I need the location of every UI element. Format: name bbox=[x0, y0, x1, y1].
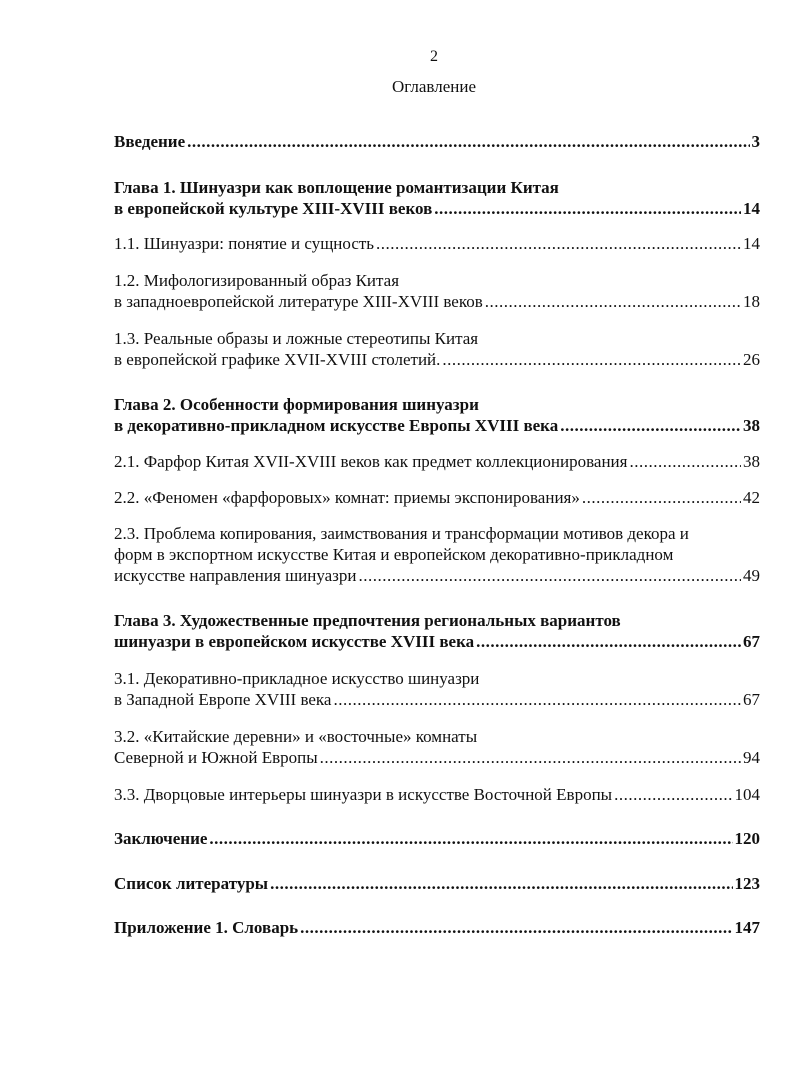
dot-leader bbox=[320, 747, 741, 768]
toc-entry-line bbox=[114, 415, 760, 436]
toc-entry-line bbox=[114, 873, 760, 894]
toc-entry-title: 2.1. Фарфор Китая XVII-XVIII веков как предмет коллекционирования bbox=[114, 452, 628, 471]
toc-entry-title: Глава 1. Шинуазри как воплощение романтизации Китая bbox=[114, 178, 559, 197]
toc-entry-title: 2.3. Проблема копирования, заимствования и трансформации мотивов декора и bbox=[114, 524, 689, 543]
dot-leader bbox=[629, 451, 741, 472]
dot-leader bbox=[434, 198, 741, 219]
toc-entry-chapter-2[interactable] bbox=[114, 394, 760, 436]
dot-leader bbox=[476, 631, 741, 652]
dot-leader bbox=[333, 689, 741, 710]
dot-leader bbox=[300, 917, 732, 938]
toc-entry-title: в Западной Европе XVIII века bbox=[114, 690, 332, 709]
toc-page-number: 3 bbox=[751, 132, 760, 151]
toc-entry-3-3[interactable] bbox=[114, 784, 760, 805]
toc-entry-chapter-1[interactable] bbox=[114, 177, 760, 219]
toc-entry-chapter-3[interactable] bbox=[114, 610, 760, 652]
dot-leader bbox=[582, 487, 741, 508]
dot-leader bbox=[376, 233, 741, 254]
toc-entry-line bbox=[114, 451, 760, 472]
toc-entry-conclusion[interactable] bbox=[114, 828, 760, 849]
dot-leader bbox=[442, 349, 741, 370]
toc-entry-title: искусстве направления шинуазри bbox=[114, 566, 357, 585]
toc-entry-title: 2.2. «Феномен «фарфоровых» комнат: приемы экспонирования» bbox=[114, 488, 580, 507]
toc-entry-line bbox=[114, 198, 760, 219]
toc-entry-title: Глава 2. Особенности формирования шинуазри bbox=[114, 395, 479, 414]
toc-entry-line bbox=[114, 631, 760, 652]
toc-page-number: 42 bbox=[743, 488, 760, 507]
toc-entry-bibliography[interactable] bbox=[114, 873, 760, 894]
toc-page-number: 38 bbox=[743, 452, 760, 471]
toc-entry-2-1[interactable] bbox=[114, 451, 760, 472]
dot-leader bbox=[614, 784, 732, 805]
toc-entry-title: 3.3. Дворцовые интерьеры шинуазри в искусстве Восточной Европы bbox=[114, 785, 613, 804]
toc-page-number: 147 bbox=[734, 918, 760, 937]
toc-page-number: 26 bbox=[743, 350, 760, 369]
toc-entry-title: Приложение 1. Словарь bbox=[114, 918, 299, 937]
toc-entry-line bbox=[114, 917, 760, 938]
toc-page-number: 14 bbox=[743, 234, 760, 253]
toc-entry-line bbox=[114, 565, 760, 586]
toc-entry-2-3[interactable] bbox=[114, 523, 760, 586]
toc-entry-line bbox=[114, 131, 760, 152]
toc-entry-title: Заключение bbox=[114, 829, 208, 848]
toc-page-number: 94 bbox=[743, 748, 760, 767]
toc-page-number: 120 bbox=[734, 829, 760, 848]
toc-entry-title: шинуазри в европейском искусстве XVIII века bbox=[114, 632, 475, 651]
toc-title: Оглавление bbox=[392, 77, 476, 96]
toc-entry-line bbox=[114, 828, 760, 849]
toc-entry-title: 3.1. Декоративно-прикладное искусство шинуазри bbox=[114, 669, 480, 688]
toc-entry-title: 1.2. Мифологизированный образ Китая bbox=[114, 271, 400, 290]
dot-leader bbox=[485, 291, 741, 312]
toc-entry-appendix-1[interactable] bbox=[114, 917, 760, 938]
dot-leader bbox=[209, 828, 732, 849]
toc-entry-title: Северной и Южной Европы bbox=[114, 748, 318, 767]
toc-entry-line bbox=[114, 487, 760, 508]
toc-page-number: 67 bbox=[743, 632, 760, 651]
toc-entry-title: в декоративно-прикладном искусстве Европы XVIII века bbox=[114, 416, 559, 435]
toc-entry-1-1[interactable] bbox=[114, 233, 760, 254]
toc-entry-3-1[interactable] bbox=[114, 668, 760, 710]
toc-entry-introduction[interactable] bbox=[114, 131, 760, 152]
toc-entry-3-2[interactable] bbox=[114, 726, 760, 768]
toc-entry-title: Глава 3. Художественные предпочтения региональных вариантов bbox=[114, 611, 621, 630]
dot-leader bbox=[358, 565, 741, 586]
toc-page-number: 18 bbox=[743, 292, 760, 311]
toc-entry-1-3[interactable] bbox=[114, 328, 760, 370]
toc-entry-2-2[interactable] bbox=[114, 487, 760, 508]
toc-entry-title: форм в экспортном искусстве Китая и европейском декоративно-прикладном bbox=[114, 545, 674, 564]
toc-entry-title: 1.1. Шинуазри: понятие и сущность bbox=[114, 234, 375, 253]
toc-entry-title: 3.2. «Китайские деревни» и «восточные» комнаты bbox=[114, 727, 478, 746]
toc-entry-title: 1.3. Реальные образы и ложные стереотипы Китая bbox=[114, 329, 479, 348]
toc-page-number: 49 bbox=[743, 566, 760, 585]
toc-entry-line bbox=[114, 747, 760, 768]
toc-entry-line bbox=[114, 291, 760, 312]
toc-entry-title: в европейской культуре XIII-XVIII веков bbox=[114, 199, 433, 218]
toc-page-number: 67 bbox=[743, 690, 760, 709]
dot-leader bbox=[187, 131, 749, 152]
dot-leader bbox=[270, 873, 732, 894]
toc-entry-1-2[interactable] bbox=[114, 270, 760, 312]
toc-page-number: 14 bbox=[743, 199, 760, 218]
toc-entry-line bbox=[114, 689, 760, 710]
toc-entry-title: в европейской графике XVII-XVIII столетий. bbox=[114, 350, 441, 369]
toc-entry-line bbox=[114, 233, 760, 254]
toc-page-number: 123 bbox=[734, 874, 760, 893]
toc-entry-title: Введение bbox=[114, 132, 186, 151]
dot-leader bbox=[560, 415, 741, 436]
toc-entry-title: Список литературы bbox=[114, 874, 269, 893]
page-number: 2 bbox=[430, 48, 438, 65]
toc-entry-line bbox=[114, 349, 760, 370]
toc-page-number: 38 bbox=[743, 416, 760, 435]
toc-entry-line bbox=[114, 784, 760, 805]
toc-page-number: 104 bbox=[734, 785, 760, 804]
toc-entry-title: в западноевропейской литературе XIII-XVIII веков bbox=[114, 292, 483, 311]
